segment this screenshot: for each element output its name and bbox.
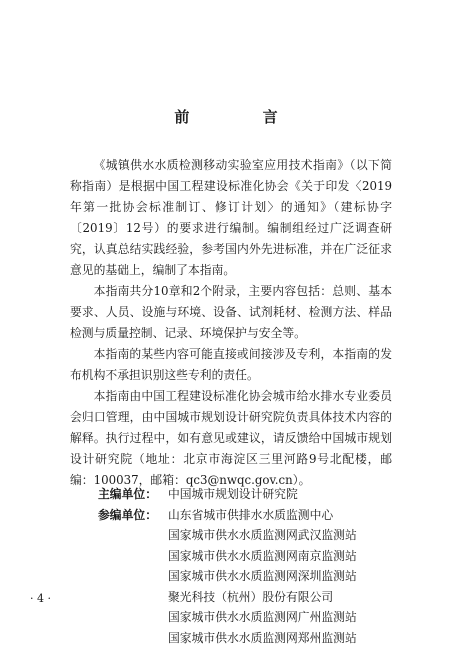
participant-unit: 山东省城市供排水水质监测中心 <box>168 507 334 522</box>
participant-units-list <box>168 505 398 649</box>
participant-unit: 国家城市供水水质监测网广州监测站 <box>168 610 357 624</box>
organizations-block <box>98 484 398 648</box>
participant-unit: 国家城市供水水质监测网南京监测站 <box>168 548 357 563</box>
participant-unit: 国家城市供水水质监测网郑州监测站 <box>168 630 357 645</box>
participant-units-row <box>98 505 398 649</box>
participant-units-label: 参编单位： <box>98 507 157 522</box>
preface-body <box>70 155 392 491</box>
participant-unit: 国家城市供水水质监测网深圳监测站 <box>168 569 357 583</box>
page-number: · 4 · <box>30 592 51 605</box>
participant-unit: 聚光科技（杭州）股份有限公司 <box>168 589 334 604</box>
editor-unit-label: 主编单位： <box>98 487 157 501</box>
participant-unit: 国家城市供水水质监测网武汉监测站 <box>168 528 357 542</box>
paragraph-4: 本指南由中国工程建设标准化协会城市给水排水专业委员会归口管理，由中国城市规划设计研究院负责具体技术内容的解释。执行过程中，如有意见或建议，请反馈给中国城市规划设计研究院（地址：北京市海淀区三里河路9号北配楼，邮编：100037，邮箱：qc3@nwqc.gov.cn）。 <box>70 389 392 487</box>
paragraph-2: 本指南共分10章和2个附录，主要内容包括：总则、基本要求、人员、设施与环境、设备、试剂耗材、检测方法、样品检测与质量控制、记录、环境保护与安全等。 <box>70 284 392 340</box>
paragraph-3: 本指南的某些内容可能直接或间接涉及专利，本指南的发布机构不承担识别这些专利的责任。 <box>70 347 392 382</box>
paragraph-1: 《城镇供水水质检测移动实验室应用技术指南》（以下简称指南）是根据中国工程建设标准化协会《关于印发〈2019年第一批协会标准制订、修订计划〉的通知》（建标协字〔2019〕12号）的要求进行编制。编制组经过广泛调查研究，认真总结实践经验，参考国内外先进标准，并在广泛征求意见的基础上，编制了本指南。 <box>70 158 392 277</box>
page-title: 前 言 <box>174 108 312 126</box>
editor-unit-row <box>98 484 398 505</box>
editor-unit-value: 中国城市规划设计研究院 <box>168 487 298 501</box>
